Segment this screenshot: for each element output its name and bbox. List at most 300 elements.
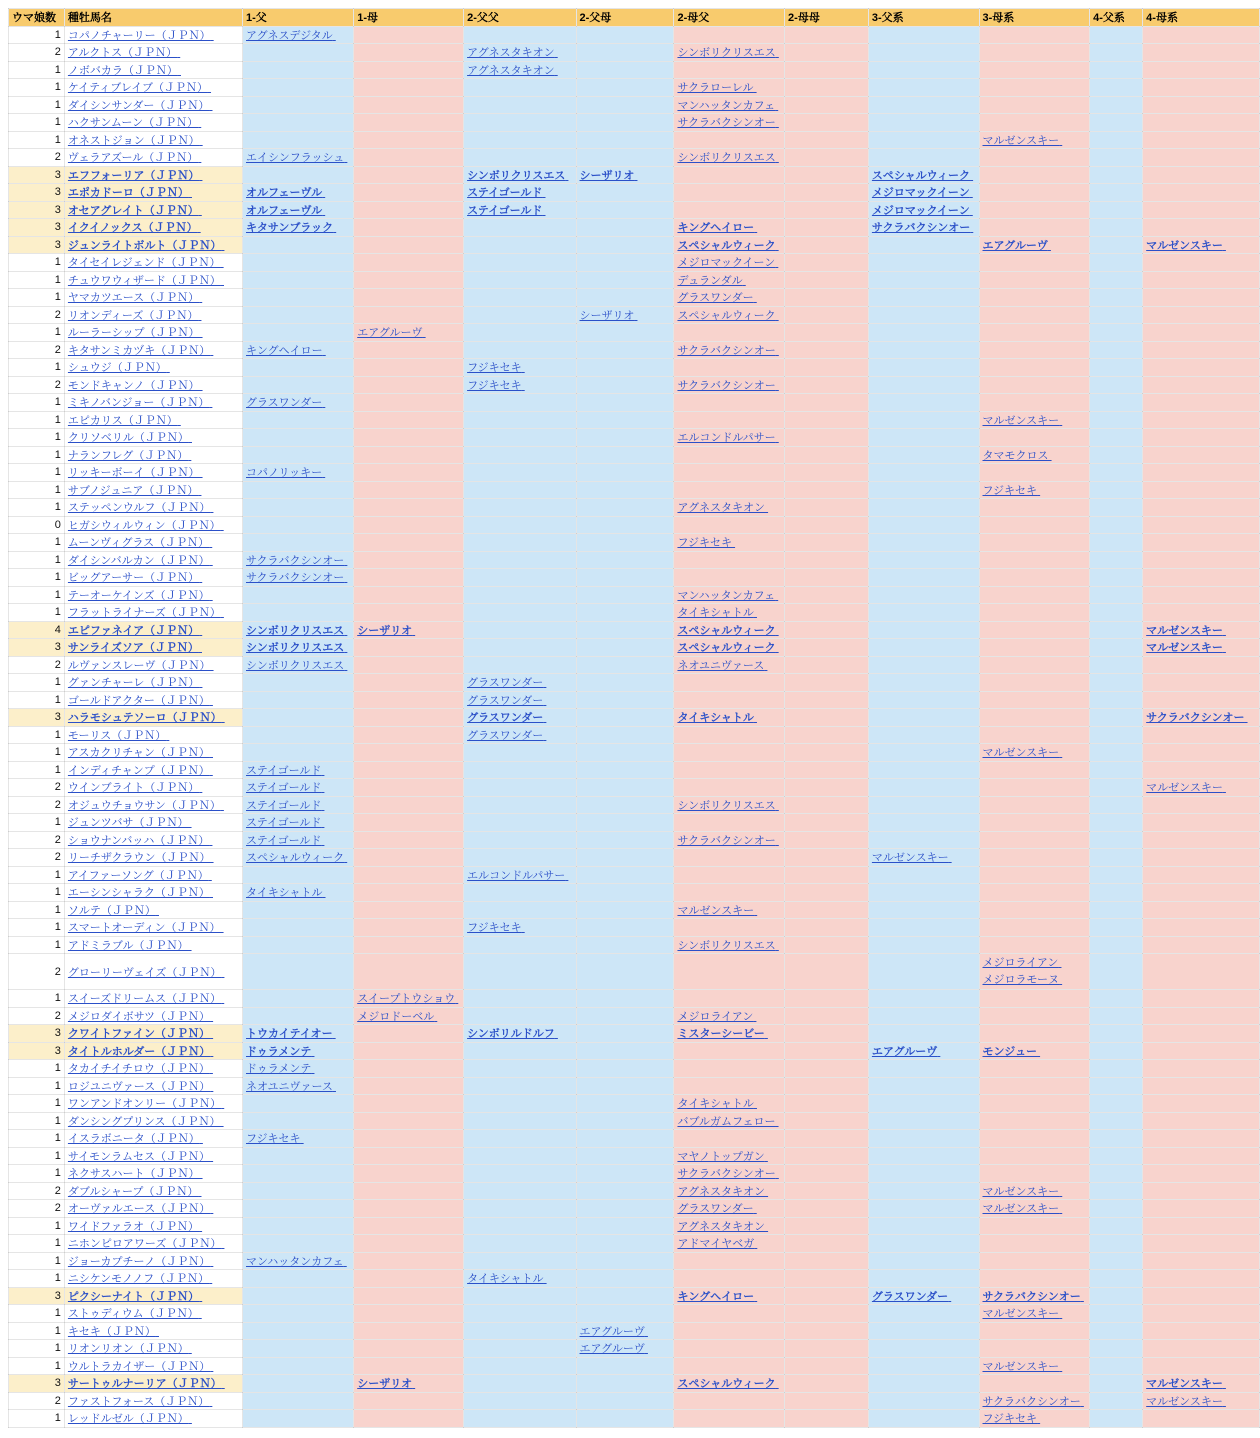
cell-3b: [979, 779, 1090, 797]
column-header-4f: 4-父系: [1090, 9, 1143, 27]
cell-4b: [1143, 411, 1260, 429]
horse-link[interactable]: オルフェーヴル: [246, 204, 323, 217]
horse-link[interactable]: ストゥディウム（ＪＰＮ）: [67, 1308, 199, 1321]
horse-link[interactable]: スペシャルウィーク: [246, 852, 345, 865]
horse-link[interactable]: サブノジュニア（ＪＰＮ）: [67, 484, 199, 497]
horse-link[interactable]: イスラボニータ（ＪＰＮ）: [67, 1133, 200, 1146]
horse-link[interactable]: イクイノックス（ＪＰＮ）: [67, 222, 198, 235]
horse-link[interactable]: マルゼンスキー: [982, 1308, 1060, 1321]
horse-link[interactable]: オセアグレイト（ＪＰＮ）: [67, 204, 199, 217]
horse-link[interactable]: エアグルーヴ: [357, 327, 423, 340]
horse-link[interactable]: キングヘイロー: [677, 222, 755, 235]
horse-link[interactable]: グラスワンダー: [246, 397, 323, 410]
horse-link[interactable]: マルゼンスキー: [677, 904, 755, 917]
horse-link[interactable]: マンハッタンカフェ: [677, 99, 776, 112]
horse-link[interactable]: シンボリクリスエス: [246, 659, 345, 672]
horse-link[interactable]: フジキセキ: [982, 484, 1038, 497]
cell-4f: [1090, 674, 1143, 692]
horse-link[interactable]: サクラバクシンオー: [677, 379, 776, 392]
horse-link[interactable]: アグネスタキオン: [677, 502, 766, 515]
cell-2fb: [576, 604, 674, 622]
horse-link[interactable]: キタサンミカヅキ（ＪＰＮ）: [67, 344, 211, 357]
horse-link[interactable]: ジュンツバサ（ＪＰＮ）: [67, 817, 189, 830]
cell-2bb: [785, 61, 869, 79]
horse-link[interactable]: スイーズドリームス（ＪＰＮ）: [67, 993, 222, 1006]
cell-3f: [868, 936, 979, 954]
horse-link[interactable]: ワイドファラオ（ＪＰＮ）: [67, 1220, 200, 1233]
horse-link[interactable]: メジロドーベル: [357, 1010, 435, 1023]
horse-link[interactable]: ニシケンモノノフ（ＪＰＮ）: [67, 1273, 210, 1286]
cell-1f: [243, 691, 354, 709]
horse-link[interactable]: キングヘイロー: [677, 1290, 755, 1303]
cell-1b: [354, 866, 464, 884]
cell-1f: [243, 341, 354, 359]
horse-link[interactable]: ステイゴールド: [467, 187, 543, 200]
horse-link[interactable]: シュウジ（ＪＰＮ）: [67, 362, 167, 375]
horse-link[interactable]: エルコンドルパサー: [677, 432, 776, 445]
cell-2fb: [576, 464, 674, 482]
horse-link[interactable]: グローリーヴェイズ（ＪＰＮ）: [67, 966, 222, 979]
horse-link[interactable]: サクラバクシンオー: [677, 344, 776, 357]
cell-4b: [1143, 1322, 1260, 1340]
cell-1b: [354, 131, 464, 149]
horse-link[interactable]: ワンアンドオンリー（ＪＰＮ）: [67, 1098, 222, 1111]
cell-4b: [1143, 1357, 1260, 1375]
horse-link[interactable]: ゴールドアクター（ＪＰＮ）: [67, 694, 210, 707]
cell-3f: [868, 866, 979, 884]
horse-link[interactable]: シンボリクリスエス: [677, 47, 776, 60]
horse-link[interactable]: リッキーボーイ（ＪＰＮ）: [67, 467, 200, 480]
horse-link[interactable]: ファストフォース（ＪＰＮ）: [67, 1395, 210, 1408]
cell-1f: [243, 1252, 354, 1270]
horse-link[interactable]: サクラバクシンオー: [1146, 712, 1245, 725]
horse-link[interactable]: メジロダイボサツ（ＪＰＮ）: [67, 1010, 211, 1023]
horse-link[interactable]: オルフェーヴル: [246, 187, 323, 200]
horse-link[interactable]: フジキセキ: [677, 537, 733, 550]
horse-link[interactable]: モンドキャンノ（ＪＰＮ）: [67, 379, 200, 392]
cell-3b: [979, 341, 1090, 359]
horse-link[interactable]: ダイシンサンダー（ＪＰＮ）: [67, 99, 210, 112]
horse-link[interactable]: ステイゴールド: [246, 834, 322, 847]
horse-link[interactable]: マヤノトップガン: [677, 1150, 765, 1163]
horse-link[interactable]: エアグルーヴ: [982, 239, 1048, 252]
cell-2ff: [464, 26, 576, 44]
horse-link[interactable]: ミスターシービー: [677, 1028, 765, 1041]
cell-2ff: [464, 1060, 576, 1078]
horse-link[interactable]: メジロマックイーン: [677, 257, 776, 270]
table-row: [9, 726, 1260, 744]
horse-link[interactable]: サクラバクシンオー: [677, 834, 776, 847]
horse-link[interactable]: マルゼンスキー: [1146, 624, 1223, 637]
horse-link[interactable]: スペシャルウィーク: [677, 642, 776, 655]
horse-link[interactable]: サクラバクシンオー: [677, 1168, 776, 1181]
cell-3f: [868, 429, 979, 447]
horse-link[interactable]: マルゼンスキー: [982, 1185, 1060, 1198]
cell-3b: [979, 1060, 1090, 1078]
horse-link[interactable]: シーザリオ: [579, 309, 635, 322]
horse-link[interactable]: サクラバクシンオー: [982, 1395, 1081, 1408]
cell-3b: [979, 1042, 1090, 1060]
horse-link[interactable]: ステイゴールド: [246, 817, 322, 830]
horse-link[interactable]: サクラバクシンオー: [982, 1290, 1081, 1303]
horse-link[interactable]: アルクトス（ＪＰＮ）: [67, 47, 178, 60]
cell-1b: [354, 446, 464, 464]
horse-link[interactable]: フジキセキ: [467, 362, 522, 375]
horse-link[interactable]: シンボリクリスエス: [677, 939, 776, 952]
horse-link[interactable]: グラスワンダー: [871, 1290, 949, 1303]
cell-2bf: [674, 1060, 785, 1078]
horse-link[interactable]: サクラバクシンオー: [677, 117, 776, 130]
cell-1b: [354, 1322, 464, 1340]
cell-3f: [868, 1025, 979, 1043]
cell-4b: [1143, 604, 1260, 622]
horse-link[interactable]: サクラバクシンオー: [246, 554, 345, 567]
horse-link[interactable]: ミキノバンジョー（ＪＰＮ）: [67, 397, 210, 410]
cell-2ff: [464, 1287, 576, 1305]
horse-link[interactable]: アスカクリチャン（ＪＰＮ）: [67, 747, 210, 760]
cell-1b: [354, 219, 464, 237]
horse-link[interactable]: アイファーソング（ＪＰＮ）: [67, 869, 209, 882]
cell-2fb: [576, 1200, 674, 1218]
table-row: [9, 166, 1260, 184]
horse-link[interactable]: エアグルーヴ: [579, 1343, 645, 1356]
cell-2fb: [576, 726, 674, 744]
horse-link[interactable]: マルゼンスキー: [1146, 642, 1223, 655]
horse-link[interactable]: サクラバクシンオー: [871, 222, 971, 235]
horse-link[interactable]: ルーラーシップ（ＪＰＮ）: [67, 327, 200, 340]
cell-2bf: [674, 44, 785, 62]
horse-link[interactable]: メジロライアン: [677, 1010, 754, 1023]
horse-link[interactable]: フラットライナーズ（ＪＰＮ）: [67, 607, 221, 620]
cell-2ff: [464, 1340, 576, 1358]
cell-3f: [868, 621, 979, 639]
cell-3f: [868, 796, 979, 814]
horse-link[interactable]: ロジユニヴァース（ＪＰＮ）: [67, 1080, 211, 1093]
horse-link[interactable]: エイシンフラッシュ: [246, 152, 345, 165]
horse-link[interactable]: マルゼンスキー: [1146, 1378, 1223, 1391]
horse-link[interactable]: テーオーケインズ（ＪＰＮ）: [67, 589, 210, 602]
horse-link[interactable]: キングヘイロー: [246, 344, 323, 357]
horse-link[interactable]: スペシャルウィーク: [677, 1378, 776, 1391]
cell-uma-musume-count: 2: [9, 849, 65, 867]
horse-link[interactable]: アドマイヤベガ: [677, 1238, 755, 1251]
horse-link[interactable]: ダイシンバルカン（ＪＰＮ）: [67, 554, 210, 567]
cell-3f: [868, 1375, 979, 1393]
cell-stallion-name: [64, 411, 242, 429]
horse-link[interactable]: マルゼンスキー: [871, 852, 949, 865]
horse-link[interactable]: サンライズソア（ＪＰＮ）: [67, 642, 199, 655]
column-header-2ff: 2-父父: [464, 9, 576, 27]
horse-link[interactable]: グラスワンダー: [467, 729, 544, 742]
horse-link[interactable]: エーシンシャラク（ＪＰＮ）: [67, 887, 210, 900]
cell-1f: [243, 516, 354, 534]
horse-link[interactable]: エピファネイア（ＪＰＮ）: [67, 624, 200, 637]
horse-link[interactable]: バブルガムフェロー: [677, 1115, 776, 1128]
cell-4f: [1090, 1392, 1143, 1410]
horse-link[interactable]: サートゥルナーリア（ＪＰＮ）: [67, 1378, 222, 1391]
horse-link[interactable]: サイモンラムセス（ＪＰＮ）: [67, 1150, 211, 1163]
cell-2bb: [785, 656, 869, 674]
horse-link[interactable]: アグネスタキオン: [467, 47, 555, 60]
horse-link[interactable]: メジロラモーヌ: [982, 973, 1060, 986]
horse-link[interactable]: コパノリッキー: [246, 467, 323, 480]
cell-uma-musume-count: 1: [9, 1165, 65, 1183]
cell-4b: [1143, 481, 1260, 499]
horse-link[interactable]: シンボリクリスエス: [246, 624, 345, 637]
cell-2fb: [576, 1270, 674, 1288]
horse-link[interactable]: マルゼンスキー: [1146, 239, 1223, 252]
horse-link[interactable]: サクラローレル: [677, 82, 754, 95]
horse-link[interactable]: トウカイテイオー: [246, 1028, 333, 1041]
cell-4b: [1143, 131, 1260, 149]
horse-link[interactable]: マルゼンスキー: [1146, 1395, 1223, 1408]
cell-2ff: [464, 1147, 576, 1165]
cell-4f: [1090, 516, 1143, 534]
horse-link[interactable]: シンボリルドルフ: [467, 1028, 555, 1041]
cell-uma-musume-count: 1: [9, 534, 65, 552]
horse-link[interactable]: レッドルゼル（ＪＰＮ）: [67, 1413, 189, 1426]
horse-link[interactable]: サクラバクシンオー: [246, 572, 345, 585]
horse-link[interactable]: ピクシーナイト（ＪＰＮ）: [67, 1290, 200, 1303]
cell-1b: [354, 1182, 464, 1200]
cell-3f: [868, 534, 979, 552]
horse-link[interactable]: ステイゴールド: [467, 204, 543, 217]
horse-link[interactable]: タイキシャトル: [246, 887, 323, 900]
horse-link[interactable]: キタサンブラック: [246, 222, 334, 235]
cell-2bf: [674, 709, 785, 727]
horse-link[interactable]: グラスワンダー: [467, 712, 544, 725]
horse-link[interactable]: エアグルーヴ: [579, 1325, 645, 1338]
horse-link[interactable]: スペシャルウィーク: [677, 309, 776, 322]
horse-link[interactable]: タイキシャトル: [467, 1273, 544, 1286]
cell-uma-musume-count: 1: [9, 586, 65, 604]
horse-link[interactable]: クリソベリル（ＪＰＮ）: [67, 432, 189, 445]
horse-link[interactable]: マルゼンスキー: [982, 747, 1060, 760]
horse-link[interactable]: エルコンドルパサー: [467, 869, 566, 882]
table-row: [9, 586, 1260, 604]
horse-link[interactable]: タカイチイチロウ（ＪＰＮ）: [67, 1063, 210, 1076]
horse-link[interactable]: マンハッタンカフェ: [246, 1255, 344, 1268]
horse-link[interactable]: ヴェラアズール（ＪＰＮ）: [67, 152, 199, 165]
horse-link[interactable]: ハラモシュテソーロ（ＪＰＮ）: [67, 712, 222, 725]
cell-4b: [1143, 254, 1260, 272]
horse-link[interactable]: ヤマカツエース（ＪＰＮ）: [67, 292, 200, 305]
cell-3f: [868, 674, 979, 692]
cell-2ff: [464, 744, 576, 762]
horse-link[interactable]: タイトルホルダー（ＪＰＮ）: [67, 1045, 211, 1058]
horse-link[interactable]: モーリス（ＪＰＮ）: [67, 729, 167, 742]
cell-2bb: [785, 586, 869, 604]
horse-link[interactable]: グラスワンダー: [677, 292, 754, 305]
horse-link[interactable]: メジロマックイーン: [871, 204, 970, 217]
cell-2ff: [464, 1025, 576, 1043]
horse-link[interactable]: タイキシャトル: [677, 607, 754, 620]
horse-link[interactable]: コパノチャーリー（ＪＰＮ）: [67, 29, 211, 42]
cell-1f: [243, 866, 354, 884]
horse-link[interactable]: ステイゴールド: [246, 764, 322, 777]
cell-2ff: [464, 271, 576, 289]
horse-link[interactable]: キセキ（ＪＰＮ）: [67, 1325, 156, 1338]
horse-link[interactable]: オジュウチョウサン（ＪＰＮ）: [67, 799, 221, 812]
horse-link[interactable]: スペシャルウィーク: [871, 169, 971, 182]
cell-stallion-name: [64, 639, 242, 657]
horse-link[interactable]: アグネスタキオン: [677, 1220, 766, 1233]
cell-stallion-name: [64, 744, 242, 762]
cell-2bf: [674, 1410, 785, 1428]
cell-uma-musume-count: 1: [9, 481, 65, 499]
horse-link[interactable]: エフフォーリア（ＪＰＮ）: [67, 169, 200, 182]
horse-link[interactable]: ステッペンウルフ（ＪＰＮ）: [67, 502, 211, 515]
horse-link[interactable]: マルゼンスキー: [982, 1203, 1060, 1216]
horse-link[interactable]: シンボリクリスエス: [467, 169, 566, 182]
horse-link[interactable]: エピカリス（ＪＰＮ）: [67, 414, 178, 427]
horse-link[interactable]: フジキセキ: [467, 379, 522, 392]
horse-link[interactable]: シーザリオ: [357, 1378, 413, 1391]
cell-4f: [1090, 1200, 1143, 1218]
cell-4b: [1143, 359, 1260, 377]
horse-link[interactable]: ドゥラメンテ: [246, 1063, 312, 1076]
horse-link[interactable]: マルゼンスキー: [1146, 782, 1223, 795]
cell-1f: [243, 79, 354, 97]
cell-4b: [1143, 324, 1260, 342]
horse-link[interactable]: ノボバカラ（ＪＰＮ）: [67, 64, 178, 77]
horse-link[interactable]: スイープトウショウ: [357, 993, 456, 1006]
horse-link[interactable]: ネオユニヴァース: [246, 1080, 333, 1093]
table-row: [9, 1340, 1260, 1358]
horse-link[interactable]: エポカドーロ（ＪＰＮ）: [67, 187, 189, 200]
cell-3f: [868, 709, 979, 727]
horse-link[interactable]: ジュンライトボルト（ＪＰＮ）: [67, 239, 222, 252]
table-row: [9, 551, 1260, 569]
horse-link[interactable]: タイキシャトル: [677, 1098, 754, 1111]
horse-link[interactable]: ハクサンムーン（ＪＰＮ）: [67, 117, 199, 130]
horse-link[interactable]: ニホンピロアワーズ（ＪＰＮ）: [67, 1238, 222, 1251]
horse-link[interactable]: ヒガシウィルウィン（ＪＰＮ）: [67, 519, 221, 532]
horse-link[interactable]: ウインブライト（ＪＰＮ）: [67, 782, 200, 795]
horse-link[interactable]: オーヴァルエース（ＪＰＮ）: [67, 1203, 211, 1216]
horse-link[interactable]: フジキセキ: [467, 922, 522, 935]
cell-uma-musume-count: 2: [9, 1182, 65, 1200]
stallion-pedigree-table: [8, 8, 1260, 1428]
table-row: [9, 779, 1260, 797]
horse-link[interactable]: マンハッタンカフェ: [677, 589, 776, 602]
horse-link[interactable]: タマモクロス: [982, 449, 1049, 462]
cell-2bf: [674, 534, 785, 552]
cell-stallion-name: [64, 394, 242, 412]
horse-link[interactable]: スマートオーディン（ＪＰＮ）: [67, 922, 221, 935]
cell-1b: [354, 1252, 464, 1270]
horse-link[interactable]: ネクサスハート（ＪＰＮ）: [67, 1168, 200, 1181]
horse-link[interactable]: ショウナンバッハ（ＪＰＮ）: [67, 834, 210, 847]
cell-stallion-name: [64, 1130, 242, 1148]
horse-link[interactable]: タイセイレジェンド（ＪＰＮ）: [67, 257, 221, 270]
horse-link[interactable]: グラスワンダー: [677, 1203, 754, 1216]
horse-link[interactable]: シーザリオ: [579, 169, 635, 182]
horse-link[interactable]: リーチザクラウン（ＪＰＮ）: [67, 852, 211, 865]
cell-2bb: [785, 726, 869, 744]
cell-2bb: [785, 1182, 869, 1200]
cell-1b: [354, 1077, 464, 1095]
horse-link[interactable]: アグネスタキオン: [677, 1185, 766, 1198]
horse-link[interactable]: マルゼンスキー: [982, 1360, 1060, 1373]
horse-link[interactable]: ナランフレグ（ＪＰＮ）: [67, 449, 189, 462]
horse-link[interactable]: シーザリオ: [357, 624, 413, 637]
horse-link[interactable]: ムーンヴィグラス（ＪＰＮ）: [67, 537, 210, 550]
horse-link[interactable]: ネオユニヴァース: [677, 659, 765, 672]
horse-link[interactable]: エアグルーヴ: [871, 1045, 938, 1058]
cell-stallion-name: [64, 1165, 242, 1183]
cell-2fb: [576, 1165, 674, 1183]
horse-link[interactable]: インディチャンプ（ＪＰＮ）: [67, 764, 210, 777]
horse-link[interactable]: ビッグアーサー（ＪＰＮ）: [67, 572, 200, 585]
horse-link[interactable]: ジョーカプチーノ（ＪＰＮ）: [67, 1255, 211, 1268]
horse-link[interactable]: マルゼンスキー: [982, 134, 1060, 147]
horse-link[interactable]: ソルテ（ＪＰＮ）: [67, 904, 156, 917]
horse-link[interactable]: ドゥラメンテ: [246, 1045, 312, 1058]
horse-link[interactable]: メジロマックイーン: [871, 187, 970, 200]
cell-3b: [979, 901, 1090, 919]
horse-link[interactable]: リオンリオン（ＪＰＮ）: [67, 1343, 189, 1356]
horse-link[interactable]: クワイトファイン（ＪＰＮ）: [67, 1028, 211, 1041]
cell-stallion-name: [64, 954, 242, 990]
cell-3f: [868, 901, 979, 919]
horse-link[interactable]: ステイゴールド: [246, 782, 322, 795]
horse-link[interactable]: ダンシングプリンス（ＪＰＮ）: [67, 1115, 221, 1128]
horse-link[interactable]: デュランダル: [677, 274, 743, 287]
horse-link[interactable]: アグネスタキオン: [467, 64, 555, 77]
cell-2bf: [674, 324, 785, 342]
horse-link[interactable]: ルヴァンスレーヴ（ＪＰＮ）: [67, 659, 211, 672]
cell-4f: [1090, 149, 1143, 167]
cell-4b: [1143, 1305, 1260, 1323]
horse-link[interactable]: チュウワウィザード（ＪＰＮ）: [67, 274, 221, 287]
horse-link[interactable]: ダブルシャープ（ＪＰＮ）: [67, 1185, 199, 1198]
cell-uma-musume-count: 1: [9, 1217, 65, 1235]
horse-link[interactable]: ウルトラカイザー（ＪＰＮ）: [67, 1360, 211, 1373]
horse-link[interactable]: アドミラブル（ＪＰＮ）: [67, 939, 189, 952]
horse-link[interactable]: グラスワンダー: [467, 694, 544, 707]
horse-link[interactable]: モンジュー: [982, 1045, 1038, 1058]
cell-1b: [354, 1060, 464, 1078]
horse-link[interactable]: グァンチャーレ（ＪＰＮ）: [67, 677, 200, 690]
horse-link[interactable]: ステイゴールド: [246, 799, 322, 812]
horse-link[interactable]: メジロライアン: [982, 956, 1059, 969]
horse-link[interactable]: マルゼンスキー: [982, 414, 1060, 427]
cell-2bb: [785, 1130, 869, 1148]
horse-link[interactable]: アグネスデジタル: [246, 29, 333, 42]
horse-link[interactable]: タイキシャトル: [677, 712, 754, 725]
cell-stallion-name: [64, 236, 242, 254]
horse-link[interactable]: フジキセキ: [246, 1133, 301, 1146]
horse-link[interactable]: スペシャルウィーク: [677, 624, 776, 637]
horse-link[interactable]: シンボリクリスエス: [677, 799, 776, 812]
horse-link[interactable]: グラスワンダー: [467, 677, 544, 690]
horse-link[interactable]: オネストジョン（ＪＰＮ）: [67, 134, 200, 147]
horse-link[interactable]: フジキセキ: [982, 1413, 1038, 1426]
horse-link[interactable]: シンボリクリスエス: [246, 642, 345, 655]
horse-link[interactable]: リオンディーズ（ＪＰＮ）: [67, 309, 199, 322]
cell-2bb: [785, 219, 869, 237]
horse-link[interactable]: ケイティブレイブ（ＪＰＮ）: [67, 82, 208, 95]
cell-4f: [1090, 1060, 1143, 1078]
table-row: [9, 1042, 1260, 1060]
horse-link[interactable]: シンボリクリスエス: [677, 152, 776, 165]
cell-2bf: [674, 936, 785, 954]
cell-4b: [1143, 306, 1260, 324]
cell-3b: [979, 306, 1090, 324]
cell-1f: [243, 1077, 354, 1095]
horse-link[interactable]: スペシャルウィーク: [677, 239, 776, 252]
